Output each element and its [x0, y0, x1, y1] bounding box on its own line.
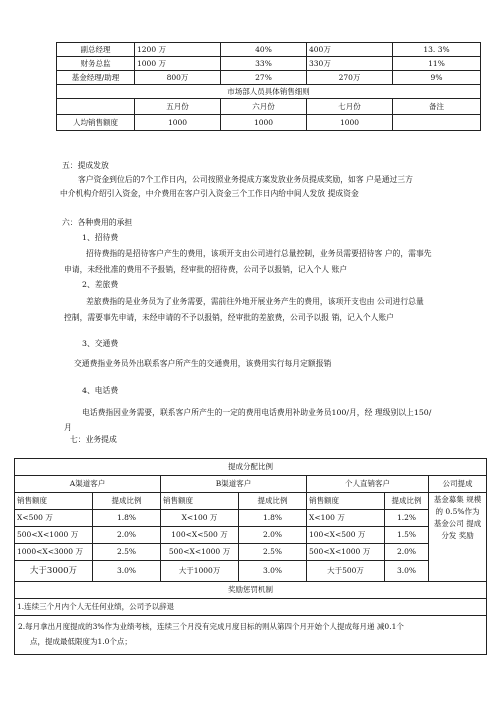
- table-title-row: [15, 582, 487, 599]
- section-heading: 五：提成发放: [62, 161, 109, 170]
- table-header-cell: 备注: [393, 99, 481, 115]
- sub-header: 提成比例: [385, 493, 429, 510]
- sub-header: 销售额度: [161, 493, 239, 510]
- paragraph-line: 差旅费指的是业务员为了业务需要，需前往外地开展业务产生的费用，该项开支也由 公司进行总量: [86, 297, 424, 306]
- paragraph-line: 招待费指的是招待客户产生的费用，该项开支由公司进行总量控制，业务员需要招待客 户的，需事先: [86, 249, 432, 258]
- table-cell: 大于3000万: [15, 561, 93, 582]
- table-cell: 100<X<500 万: [307, 527, 385, 544]
- paragraph-line: 中介机构介绍引入资金，中介费用在客户引入资金三个工作日内给中间人发放 提成资金: [60, 189, 359, 198]
- table-header-cell: 五月份: [135, 99, 221, 115]
- table-cell: 3.0%: [93, 561, 161, 582]
- subsection-heading: 1、招待费: [82, 233, 119, 242]
- table-cell: 2.0%: [239, 527, 307, 544]
- table-cell: 3.0%: [239, 561, 307, 582]
- table-row: [15, 561, 487, 582]
- table-title: 提成分配比例: [15, 459, 487, 476]
- table-cell: 3.0%: [385, 561, 429, 582]
- table-cell: 100<X<500 万: [161, 527, 239, 544]
- table-row: [15, 544, 487, 561]
- table-cell: 13. 3%: [393, 43, 481, 57]
- table-header-cell: 七月份: [307, 99, 393, 115]
- table-cell: 1000<X<3000 万: [15, 544, 93, 561]
- subsection-heading: 3、交通费: [82, 339, 119, 348]
- table-section-title: 市场部人员具体销售细则: [57, 85, 481, 99]
- table-cell: 人均销售额度: [57, 115, 135, 131]
- paragraph-line: 客户资金到位后的7个工作日内，公司按照业务提成方案发放业务员提成奖励，如客 户是通过三方: [78, 175, 413, 184]
- group-header-a: A渠道客户: [15, 476, 161, 493]
- table-row: [57, 71, 481, 85]
- reward-rule-2-line: 点，提成最低限度为1.0个点；: [30, 637, 132, 646]
- sub-header: 销售额度: [15, 493, 93, 510]
- table-cell: 500<X<1000 万: [161, 544, 239, 561]
- table-cell: 副总经理: [57, 43, 135, 57]
- table-header-row: [15, 476, 487, 493]
- table-row: [15, 616, 487, 655]
- table-cell: 1000: [307, 115, 393, 131]
- table-cell: [393, 115, 481, 131]
- table-row: [15, 510, 487, 527]
- table-cell: 2.5%: [239, 544, 307, 561]
- reward-rule-2: [15, 616, 487, 655]
- table-cell: 800万: [135, 71, 221, 85]
- paragraph-line: 交通费指业务员外出联系客户所产生的交通费用，该费用实行每月定额报销: [74, 359, 332, 368]
- group-header-company: 公司提成: [429, 476, 487, 493]
- section-heading: 六：各种费用的承担: [62, 218, 133, 227]
- table-cell: 40%: [221, 43, 307, 57]
- table-cell: 1000: [221, 115, 307, 131]
- table-cell: 2.5%: [93, 544, 161, 561]
- table-row: [15, 527, 487, 544]
- sub-header: 销售额度: [307, 493, 385, 510]
- table-cell: 2.0%: [93, 527, 161, 544]
- table-cell: 500<X<1000 万: [307, 544, 385, 561]
- table-cell: X<500 万: [15, 510, 93, 527]
- table-row: [57, 115, 481, 131]
- table-cell: 大于500万: [307, 561, 385, 582]
- table-cell: 1000 万: [135, 57, 221, 71]
- table-cell: 400万: [307, 43, 393, 57]
- paragraph-line: 电话费指因业务需要，联系客户所产生的一定的费用电话费用补助业务员100/月，经 理级别以上150/: [82, 408, 432, 417]
- commission-table: [14, 458, 487, 655]
- reward-rule-2-line: 2.每月拿出月度提成的3%作为业绩考核，连续三个月没有完成月度目标的则从第四个月开始个人提成每月递 减0.1个: [18, 622, 404, 631]
- group-header-b: B渠道客户: [161, 476, 307, 493]
- paragraph-line: 月: [64, 423, 72, 432]
- subsection-heading: 2、差旅费: [82, 280, 119, 289]
- table-cell: X<100 万: [307, 510, 385, 527]
- table-header-row: [15, 493, 487, 510]
- table-cell: 1.5%: [385, 527, 429, 544]
- group-header-personal: 个人直销客户: [307, 476, 429, 493]
- section-heading: 七：业务提成: [70, 435, 117, 444]
- paragraph-line: 申请，未经批准的费用不予报销，经审批的招待费，公司予以报销，记入个人 账户: [64, 265, 348, 274]
- table-cell: 330万: [307, 57, 393, 71]
- table-header-row: [57, 99, 481, 115]
- table-cell: 1000: [135, 115, 221, 131]
- table-cell: 2.0%: [385, 544, 429, 561]
- table-cell: 33%: [221, 57, 307, 71]
- company-commission-note: 基金募集 规模的 0.5%作为 基金公司 提成分发 奖励: [429, 493, 487, 582]
- table-cell: 1.8%: [93, 510, 161, 527]
- table-row: [57, 85, 481, 99]
- table-cell: 1.8%: [239, 510, 307, 527]
- table-cell: 27%: [221, 71, 307, 85]
- table-row: [57, 43, 481, 57]
- sub-header: 提成比例: [239, 493, 307, 510]
- table-cell: 大于1000万: [161, 561, 239, 582]
- table-cell: 270万: [307, 71, 393, 85]
- table-cell: 基金经理/助理: [57, 71, 135, 85]
- table-cell: 500<X<1000 万: [15, 527, 93, 544]
- table-cell: X<100 万: [161, 510, 239, 527]
- table-cell: [57, 99, 135, 115]
- reward-title: 奖励惩罚机制: [15, 582, 487, 599]
- table-cell: 1200 万: [135, 43, 221, 57]
- table-title-row: [15, 459, 487, 476]
- sales-allocation-table: [56, 42, 481, 131]
- table-cell: 9%: [393, 71, 481, 85]
- paragraph-line: 控制，需要事先申请，未经申请的不予以报销，经审批的差旅费，公司予以报 销，记入个人账户: [64, 313, 394, 322]
- table-cell: 财务总监: [57, 57, 135, 71]
- table-cell: 11%: [393, 57, 481, 71]
- table-header-cell: 六月份: [221, 99, 307, 115]
- table-row: [57, 57, 481, 71]
- subsection-heading: 4、电话费: [82, 386, 119, 395]
- reward-rule-1: 1.连续三个月内个人无任何业绩，公司予以辞退: [15, 599, 487, 616]
- table-cell: 1.2%: [385, 510, 429, 527]
- sub-header: 提成比例: [93, 493, 161, 510]
- table-row: [15, 599, 487, 616]
